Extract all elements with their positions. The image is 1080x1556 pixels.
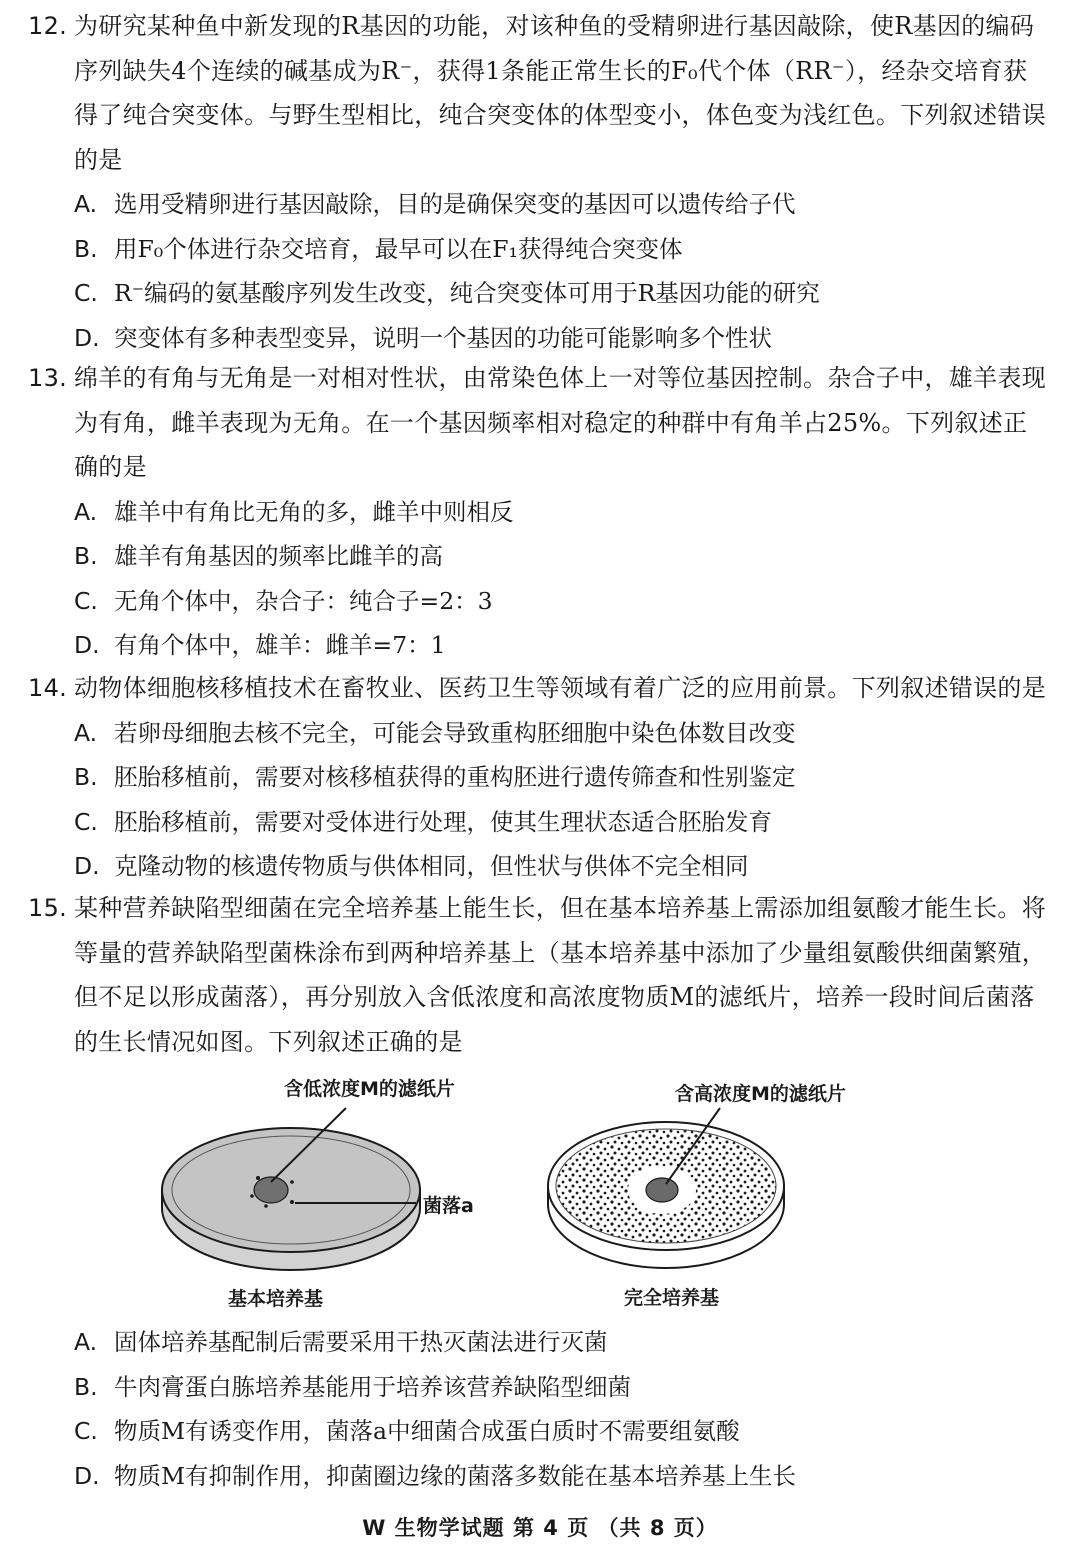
question-number: 15.	[28, 894, 68, 922]
question-stem: 为研究某种鱼中新发现的R基因的功能，对该种鱼的受精卵进行基因敲除，使R基因的编码序列缺失4个连续的碱基成为R⁻，获得1条能正常生长的F₀代个体（RR⁻），经杂交培育获得了纯合突变体。与野生型相比，纯合突变体的体型变小，体色变为浅红色。下列叙述错误的是	[74, 12, 1046, 174]
right-filter-label: 含高浓度M的滤纸片	[675, 1083, 846, 1105]
colony-dot	[290, 1180, 294, 1184]
option-d: D. 克隆动物的核遗传物质与供体相同，但性状与供体不完全相同	[74, 852, 749, 880]
page-footer: W 生物学试题 第 4 页 （共 8 页）	[362, 1516, 718, 1540]
question-number: 12.	[28, 12, 68, 40]
question-number: 13.	[28, 364, 68, 392]
option-a: A. 雄羊中有角比无角的多，雌羊中则相反	[74, 497, 514, 526]
question-15-options	[28, 1320, 1048, 1498]
option-b: B. 用F₀个体进行杂交培育，最早可以在F₁获得纯合突变体	[74, 234, 683, 263]
left-filter-label: 含低浓度M的滤纸片	[284, 1078, 455, 1100]
filter-paper-high-icon	[646, 1178, 678, 1202]
right-petri-dish	[548, 1108, 784, 1268]
option-b: B. 牛肉膏蛋白胨培养基能用于培养该营养缺陷型细菌	[74, 1372, 631, 1401]
option-d: D. 物质M有抑制作用，抑菌圈边缘的菌落多数能在基本培养基上生长	[74, 1461, 797, 1490]
colony-dot	[256, 1176, 260, 1180]
right-dish-caption: 完全培养基	[624, 1287, 720, 1309]
option-d: D. 突变体有多种表型变异，说明一个基因的功能可能影响多个性状	[74, 323, 772, 352]
left-petri-dish	[162, 1108, 420, 1270]
question-13	[28, 356, 1048, 668]
option-b: B. 雄羊有角基因的频率比雌羊的高	[74, 542, 443, 570]
option-c: C. 物质M有诱变作用，菌落a中细菌合成蛋白质时不需要组氨酸	[74, 1417, 740, 1445]
option-a: A. 选用受精卵进行基因敲除，目的是确保突变的基因可以遗传给子代	[74, 190, 796, 218]
question-12	[28, 4, 1048, 360]
colony-dot	[290, 1200, 294, 1204]
colony-dot	[250, 1194, 254, 1198]
question-15	[28, 886, 1048, 1064]
colony-a-label: 菌落a	[423, 1195, 474, 1217]
question-number: 14.	[28, 674, 68, 702]
option-d: D. 有角个体中，雄羊：雌羊=7：1	[74, 631, 446, 659]
petri-dish-diagram	[120, 1068, 1020, 1318]
petri-dish-figure	[120, 1068, 1020, 1318]
question-stem: 某种营养缺陷型细菌在完全培养基上能生长，但在基本培养基上需添加组氨酸才能生长。将等量的营养缺陷型菌株涂布到两种培养基上（基本培养基中添加了少量组氨酸供细菌繁殖，但不足以形成菌落），再分别放入含低浓度和高浓度物质M的滤纸片，培养一段时间后菌落的生长情况如图。下列叙述正确的是	[74, 894, 1046, 1056]
option-a: A. 固体培养基配制后需要采用干热灭菌法进行灭菌	[74, 1328, 608, 1356]
option-b: B. 胚胎移植前，需要对核移植获得的重构胚进行遗传筛查和性别鉴定	[74, 763, 796, 791]
colony-dot	[264, 1204, 268, 1208]
question-stem: 动物体细胞核移植技术在畜牧业、医药卫生等领域有着广泛的应用前景。下列叙述错误的是	[74, 674, 1046, 702]
left-dish-caption: 基本培养基	[228, 1288, 324, 1310]
question-14	[28, 666, 1048, 889]
question-stem: 绵羊的有角与无角是一对相对性状，由常染色体上一对等位基因控制。杂合子中，雄羊表现为有角，雌羊表现为无角。在一个基因频率相对稳定的种群中有角羊占25%。下列叙述正确的是	[74, 364, 1046, 481]
option-c: C. R⁻编码的氨基酸序列发生改变，纯合突变体可用于R基因功能的研究	[74, 279, 820, 307]
option-a: A. 若卵母细胞去核不完全，可能会导致重构胚细胞中染色体数目改变	[74, 718, 796, 747]
option-c: C. 胚胎移植前，需要对受体进行处理，使其生理状态适合胚胎发育	[74, 807, 772, 836]
option-c: C. 无角个体中，杂合子：纯合子=2：3	[74, 586, 493, 615]
